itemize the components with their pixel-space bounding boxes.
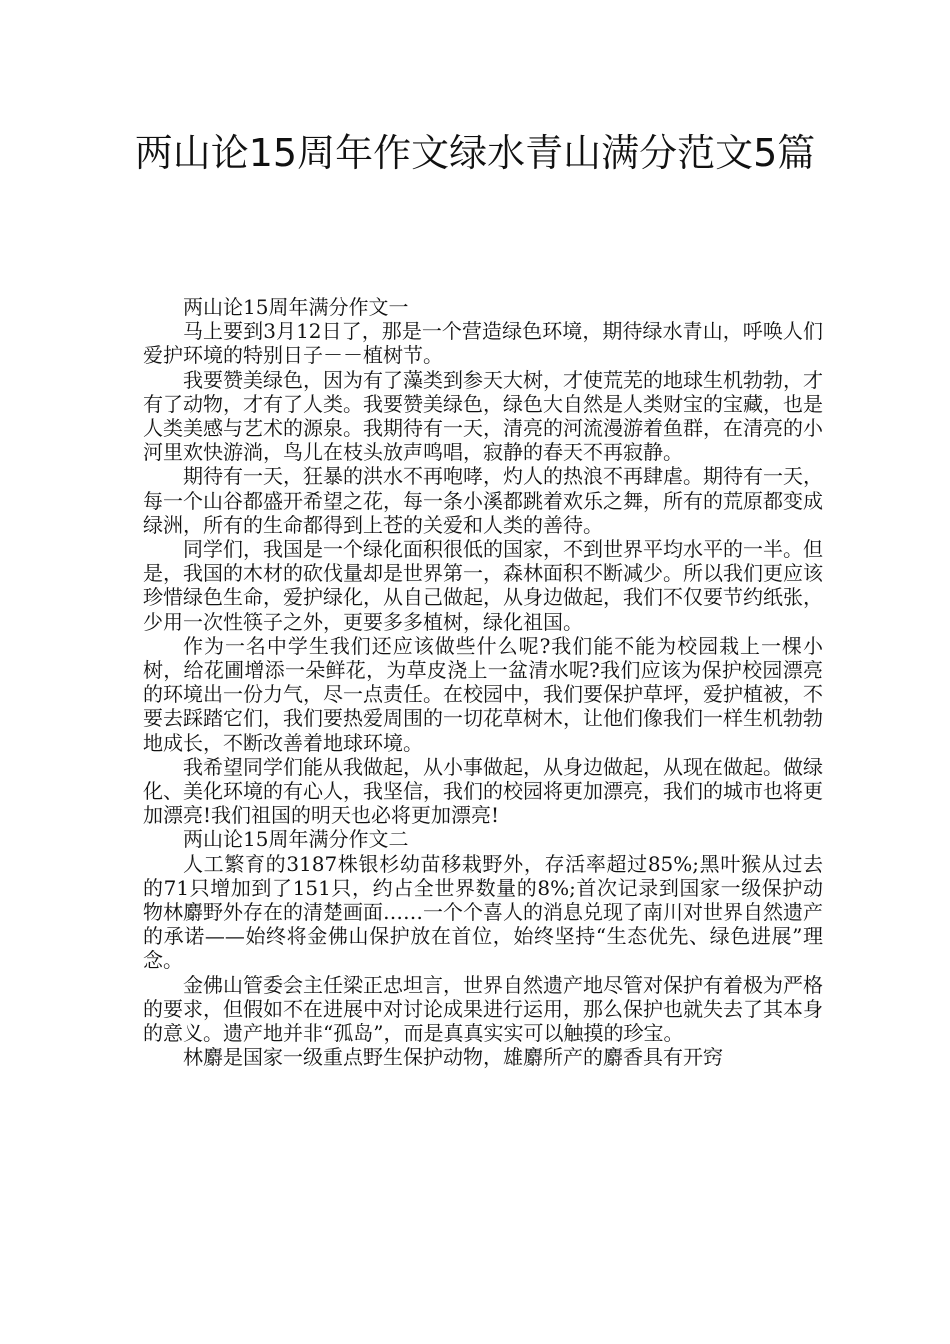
paragraph: 金佛山管委会主任梁正忠坦言，世界自然遗产地尽管对保护有着极为严格的要求，但假如不在进展中对讨论成果进行运用，那么保护也就失去了其本身的意义。遗产地并非“孤岛”，而是真真实实可以触摸的珍宝。 — [143, 972, 823, 1046]
paragraph: 作为一名中学生我们还应该做些什么呢?我们能不能为校园栽上一棵小树，给花圃增添一朵鲜花，为草皮浇上一盆清水呢?我们应该为保护校园漂亮的环境出一份力气，尽一点责任。在校园中，我们要保护草坪，爱护植被，不要去踩踏它们，我们要热爱周围的一切花草树木，让他们像我们一样生机勃勃地成长，不断改善着地球环境。 — [143, 633, 823, 755]
paragraph: 马上要到3月12日了，那是一个营造绿色环境，期待绿水青山，呼唤人们爱护环境的特别日子－－植树节。 — [143, 319, 823, 368]
paragraph: 我要赞美绿色，因为有了藻类到参天大树，才使荒芜的地球生机勃勃，才有了动物，才有了人类。我要赞美绿色，绿色大自然是人类财宝的宝藏，也是人类美感与艺术的源泉。我期待有一天，清亮的河流漫游着鱼群，在清亮的小河里欢快游淌，鸟儿在枝头放声鸣唱，寂静的春天不再寂静。 — [143, 367, 823, 465]
section-heading-2: 两山论15周年满分作文二 — [183, 827, 409, 852]
document-title: 两山论15周年作文绿水青山满分范文5篇 — [134, 131, 816, 175]
document-body — [143, 295, 823, 1070]
paragraph: 我希望同学们能从我做起，从小事做起，从身边做起，从现在做起。做绿化、美化环境的有心人，我坚信，我们的校园将更加漂亮，我们的城市也将更加漂亮!我们祖国的明天也必将更加漂亮! — [143, 754, 823, 828]
paragraph: 期待有一天，狂暴的洪水不再咆哮，灼人的热浪不再肆虐。期待有一天，每一个山谷都盛开希望之花，每一条小溪都跳着欢乐之舞，所有的荒原都变成绿洲，所有的生命都得到上苍的关爱和人类的善待。 — [143, 464, 823, 537]
section-heading-1: 两山论15周年满分作文一 — [183, 295, 409, 319]
paragraph: 同学们，我国是一个绿化面积很低的国家，不到世界平均水平的一半。但是，我国的木材的砍伐量却是世界第一，森林面积不断减少。所以我们更应该珍惜绿色生命，爱护绿化，从自己做起，从身边做起，我们不仅要节约纸张，少用一次性筷子之外，更要多多植树，绿化祖国。 — [143, 537, 823, 634]
paragraph: 林麝是国家一级重点野生保护动物，雄麝所产的麝香具有开窍 — [183, 1045, 723, 1070]
paragraph: 人工繁育的3187株银杉幼苗移栽野外，存活率超过85%;黑叶猴从过去的71只增加到了151只，约占全世界数量的8%;首次记录到国家一级保护动物林麝野外存在的清楚画面……一个个喜人的消息兑现了南川对世界自然遗产的承诺——始终将金佛山保护放在首位，始终坚持“生态优先、绿色进展”理念。 — [143, 851, 823, 973]
